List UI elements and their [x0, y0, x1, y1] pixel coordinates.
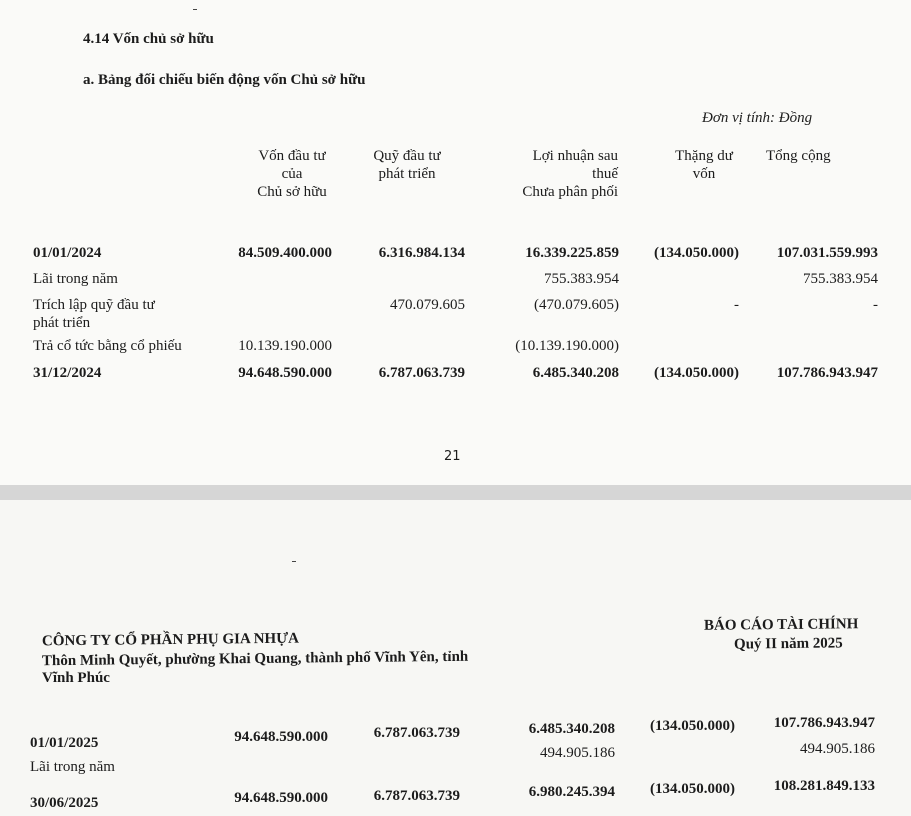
header-owner-capital: Vốn đầu tư của Chủ sở hữu [257, 148, 327, 200]
cell-development-fund: 6.787.063.739 [378, 365, 465, 381]
header-total: Tổng cộng [766, 148, 831, 164]
cell-development-fund: 470.079.605 [390, 297, 465, 313]
cell-share-premium: (134.050.000) [654, 245, 739, 261]
cell-share-premium: (134.050.000) [654, 365, 739, 381]
cell-owner-capital: 84.509.400.000 [238, 245, 332, 261]
row-label: 30/06/2025 [30, 795, 99, 811]
company-address-line1: Thôn Minh Quyết, phường Khai Quang, thành phố Vĩnh Yên, tỉnh [41, 648, 469, 670]
section-title: 4.14 Vốn chủ sở hữu [83, 31, 214, 47]
cell-owner-capital: 94.648.590.000 [234, 790, 328, 806]
header-share-premium: Thặng dư vốn [675, 148, 733, 182]
page-separator [0, 485, 911, 500]
document-page-2 [0, 500, 911, 816]
page-number: 21 [444, 449, 461, 464]
row-label: Lãi trong năm [33, 271, 118, 287]
cell-retained-earnings: 494.905.186 [540, 745, 615, 761]
row-label-line1: Trích lập quỹ đầu tư [33, 297, 155, 313]
cell-development-fund: 6.316.984.134 [378, 245, 465, 261]
cell-total: 107.786.943.947 [776, 365, 878, 381]
row-label-line2: phát triển [33, 315, 91, 331]
subsection-title: a. Bảng đối chiếu biến động vốn Chủ sở hữu [83, 72, 366, 88]
cell-total: 107.786.943.947 [773, 715, 875, 731]
cell-share-premium: (134.050.000) [650, 718, 735, 734]
cell-retained-earnings: 6.980.245.394 [528, 784, 615, 800]
report-title: BÁO CÁO TÀI CHÍNH [703, 616, 859, 634]
cell-total: 108.281.849.133 [773, 778, 875, 794]
row-label: 01/01/2024 [33, 245, 102, 261]
cell-total: 755.383.954 [803, 271, 878, 287]
row-label: 31/12/2024 [33, 365, 102, 381]
cell-retained-earnings: (10.139.190.000) [515, 338, 619, 354]
cell-share-premium: - [734, 297, 739, 313]
cell-total: - [873, 297, 878, 313]
cell-owner-capital: 10.139.190.000 [238, 338, 332, 354]
scan-speck [292, 561, 296, 562]
cell-total: 494.905.186 [800, 741, 875, 757]
scan-speck [193, 9, 197, 10]
cell-owner-capital: 94.648.590.000 [234, 729, 328, 745]
cell-retained-earnings: 16.339.225.859 [525, 245, 619, 261]
header-retained-earnings: Lợi nhuận sau thuế Chưa phân phối [522, 148, 618, 200]
cell-retained-earnings: (470.079.605) [534, 297, 619, 313]
company-name: CÔNG TY CỔ PHẦN PHỤ GIA NHỰA [41, 630, 300, 650]
row-label: 01/01/2025 [30, 735, 99, 751]
cell-owner-capital: 94.648.590.000 [238, 365, 332, 381]
cell-retained-earnings: 6.485.340.208 [532, 365, 619, 381]
cell-retained-earnings: 755.383.954 [544, 271, 619, 287]
row-label: Trả cổ tức bằng cổ phiếu [33, 338, 182, 354]
cell-total: 107.031.559.993 [776, 245, 878, 261]
row-label: Lãi trong năm [30, 759, 115, 775]
company-address-line2: Vĩnh Phúc [42, 670, 110, 686]
cell-share-premium: (134.050.000) [650, 781, 735, 797]
unit-label: Đơn vị tính: Đồng [702, 110, 813, 126]
header-development-fund: Quỹ đầu tư phát triển [373, 148, 441, 182]
cell-development-fund: 6.787.063.739 [373, 788, 460, 804]
cell-development-fund: 6.787.063.739 [373, 725, 460, 741]
cell-retained-earnings: 6.485.340.208 [528, 721, 615, 737]
report-period: Quý II năm 2025 [733, 635, 843, 653]
